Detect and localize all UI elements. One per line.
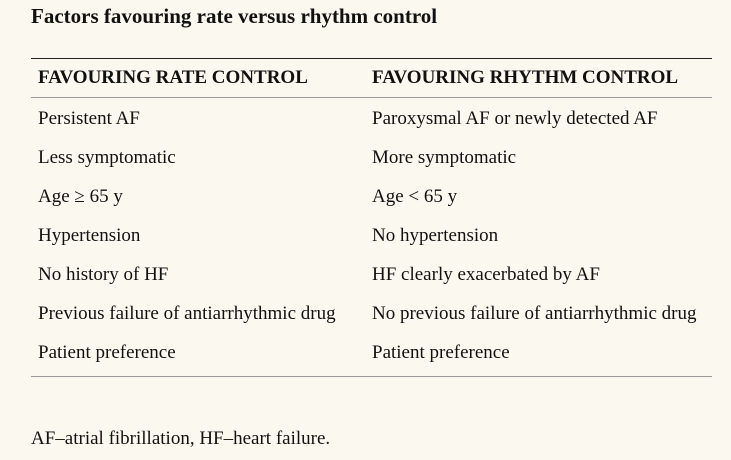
rate-control-cell: Hypertension [38, 224, 141, 246]
rate-control-cell: Age ≥ 65 y [38, 185, 123, 207]
header-rhythm-control: FAVOURING RHYTHM CONTROL [372, 67, 679, 88]
header-rate-control: FAVOURING RATE CONTROL [38, 67, 308, 88]
table-row [31, 216, 712, 255]
rate-control-cell: Persistent AF [38, 107, 140, 129]
rate-control-cell: Previous failure of antiarrhythmic drug [38, 302, 336, 324]
table-row [31, 294, 712, 333]
rhythm-control-cell: Paroxysmal AF or newly detected AF [372, 107, 658, 129]
rhythm-control-cell: Age < 65 y [372, 185, 458, 207]
rhythm-control-cell: Patient preference [372, 341, 510, 363]
table-header-row [31, 59, 712, 98]
comparison-table [31, 58, 712, 377]
table-title: Factors favouring rate versus rhythm control [31, 4, 438, 28]
rhythm-control-cell: More symptomatic [372, 146, 517, 168]
table-footnote: AF–atrial fibrillation, HF–heart failure. [31, 428, 331, 449]
table-row [31, 138, 712, 177]
rhythm-control-cell: No hypertension [372, 224, 499, 246]
rhythm-control-cell: No previous failure of antiarrhythmic drug [372, 302, 697, 324]
rate-control-cell: Patient preference [38, 341, 176, 363]
rate-control-cell: No history of HF [38, 263, 169, 285]
table-row [31, 99, 712, 138]
rate-control-cell: Less symptomatic [38, 146, 176, 168]
table-row [31, 177, 712, 216]
table-row [31, 333, 712, 372]
rhythm-control-cell: HF clearly exacerbated by AF [372, 263, 600, 285]
table-row [31, 255, 712, 294]
